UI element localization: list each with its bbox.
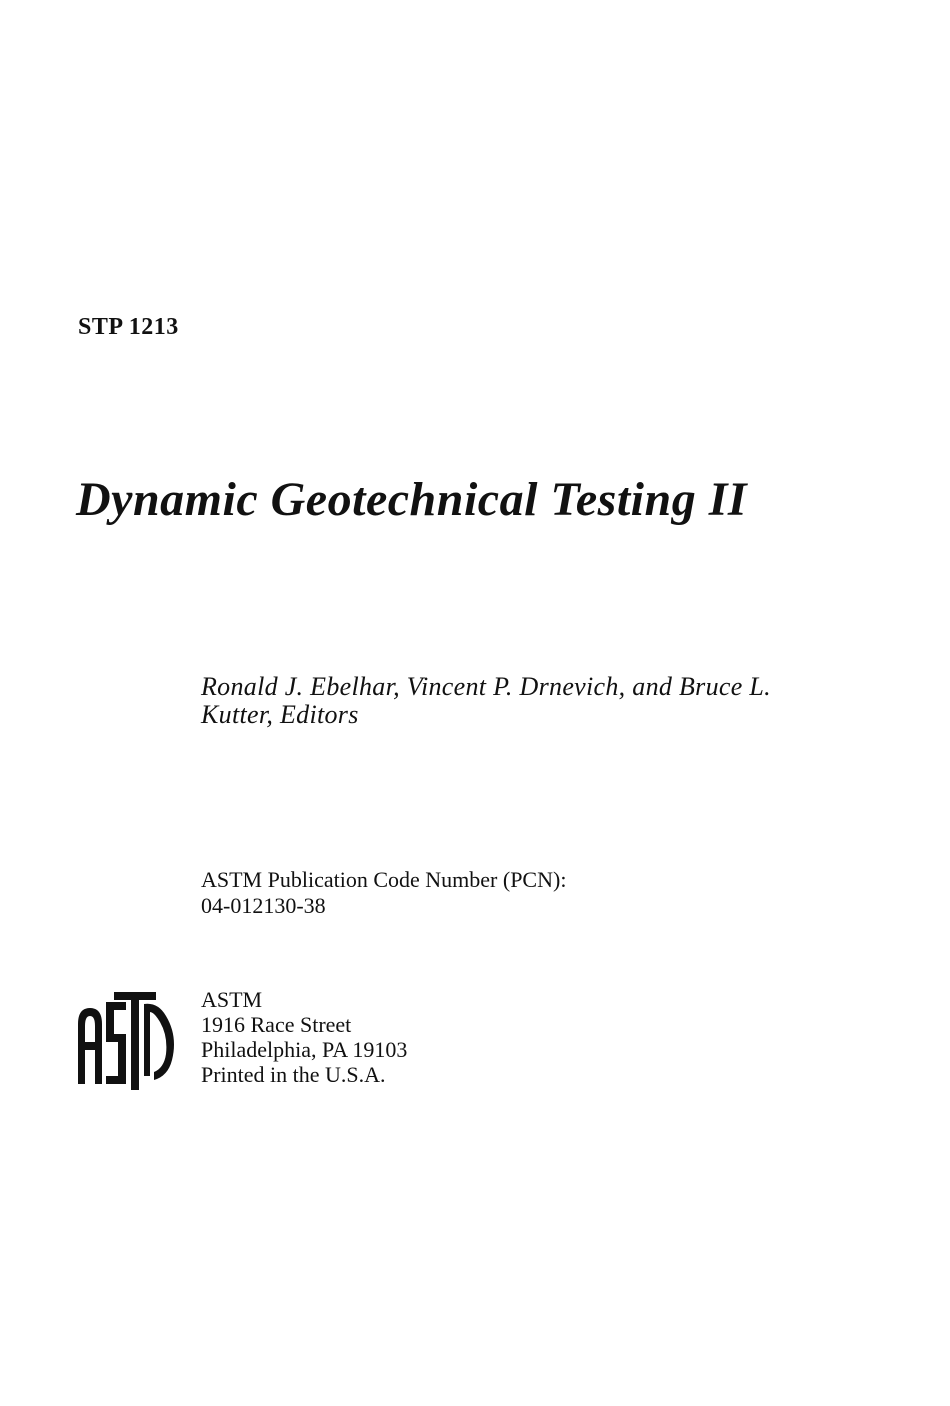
- publisher-address: [201, 987, 407, 1087]
- publication-code-block: [201, 867, 566, 919]
- publisher-street: 1916 Race Street: [201, 1012, 352, 1037]
- astm-logo: [74, 988, 184, 1092]
- publisher-city: Philadelphia, PA 19103: [201, 1037, 408, 1062]
- editors-line-2: Kutter, Editors: [201, 700, 359, 729]
- publisher-name: ASTM: [201, 987, 263, 1012]
- editors-line-1: Ronald J. Ebelhar, Vincent P. Drnevich, and Bruce L.: [201, 672, 771, 701]
- book-title: Dynamic Geotechnical Testing II: [76, 473, 748, 526]
- series-number: STP 1213: [78, 314, 179, 340]
- pcn-value: 04-012130-38: [201, 893, 326, 918]
- editors-block: [201, 673, 841, 729]
- printed-in: Printed in the U.S.A.: [201, 1062, 386, 1087]
- pcn-label: ASTM Publication Code Number (PCN):: [201, 867, 567, 892]
